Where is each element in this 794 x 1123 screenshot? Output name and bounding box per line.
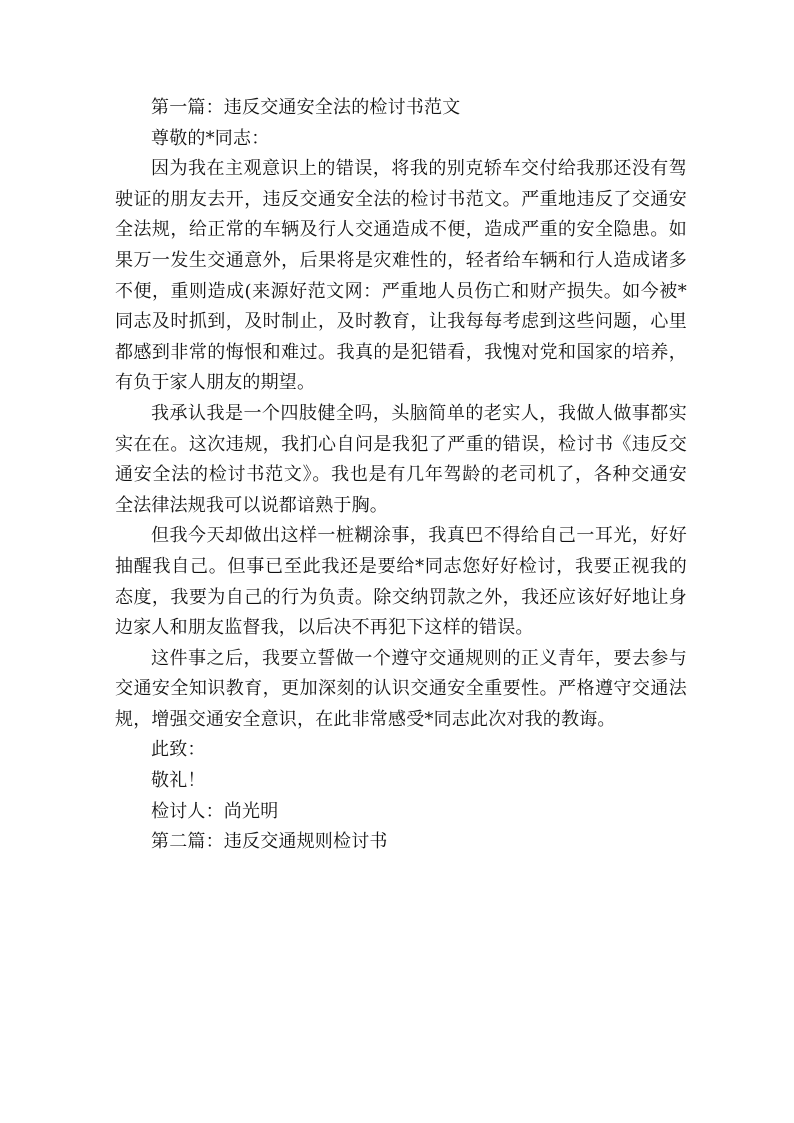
signature-line: 检讨人：尚光明 <box>151 800 279 822</box>
closing-line: 此致： <box>151 739 206 761</box>
section-title-one: 第一篇：违反交通安全法的检讨书范文 <box>151 97 461 118</box>
salutation: 尊敬的*同志： <box>151 127 270 149</box>
paragraph-2: 我承认我是一个四肢健全吗，头脑简单的老实人，我做人做事都实实在在。这次违规，我扪心自问是我犯了严重的错误，检讨书《违反交通安全法的检讨书范文》。我也是有几年驾龄的老司机了，各种交通安全法律法规我可以说都谙熟于胸。 <box>115 402 687 516</box>
document-body <box>115 93 687 858</box>
paragraph-3: 但我今天却做出这样一桩糊涂事，我真巴不得给自己一耳光，好好抽醒我自己。但事已至此我还是要给*同志您好好检讨，我要正视我的态度，我要为自己的行为负责。除交纳罚款之外，我还应该好好地让身边家人和朋友监督我，以后决不再犯下这样的错误。 <box>115 525 687 639</box>
paragraph-1: 因为我在主观意识上的错误，将我的别克轿车交付给我那还没有驾驶证的朋友去开，违反交通安全法的检讨书范文。严重地违反了交通安全法规，给正常的车辆及行人交通造成不便，造成严重的安全隐患。如果万一发生交通意外，后果将是灾难性的，轻者给车辆和行人造成诸多不便，重则造成(来源好范文网：严重地人员伤亡和财产损失。如今被*同志及时抓到，及时制止，及时教育，让我每每考虑到这些问题，心里都感到非常的悔恨和难过。我真的是犯错看，我愧对党和国家的培养，有负于家人朋友的期望。 <box>115 158 687 394</box>
paragraph-4: 这件事之后，我要立誓做一个遵守交通规则的正义青年，要去参与交通安全知识教育，更加深刻的认识交通安全重要性。严格遵守交通法规，增强交通安全意识，在此非常感受*同志此次对我的教诲。 <box>115 647 687 730</box>
section-title-two: 第二篇：违反交通规则检讨书 <box>151 831 388 853</box>
regards-line: 敬礼！ <box>151 770 206 792</box>
